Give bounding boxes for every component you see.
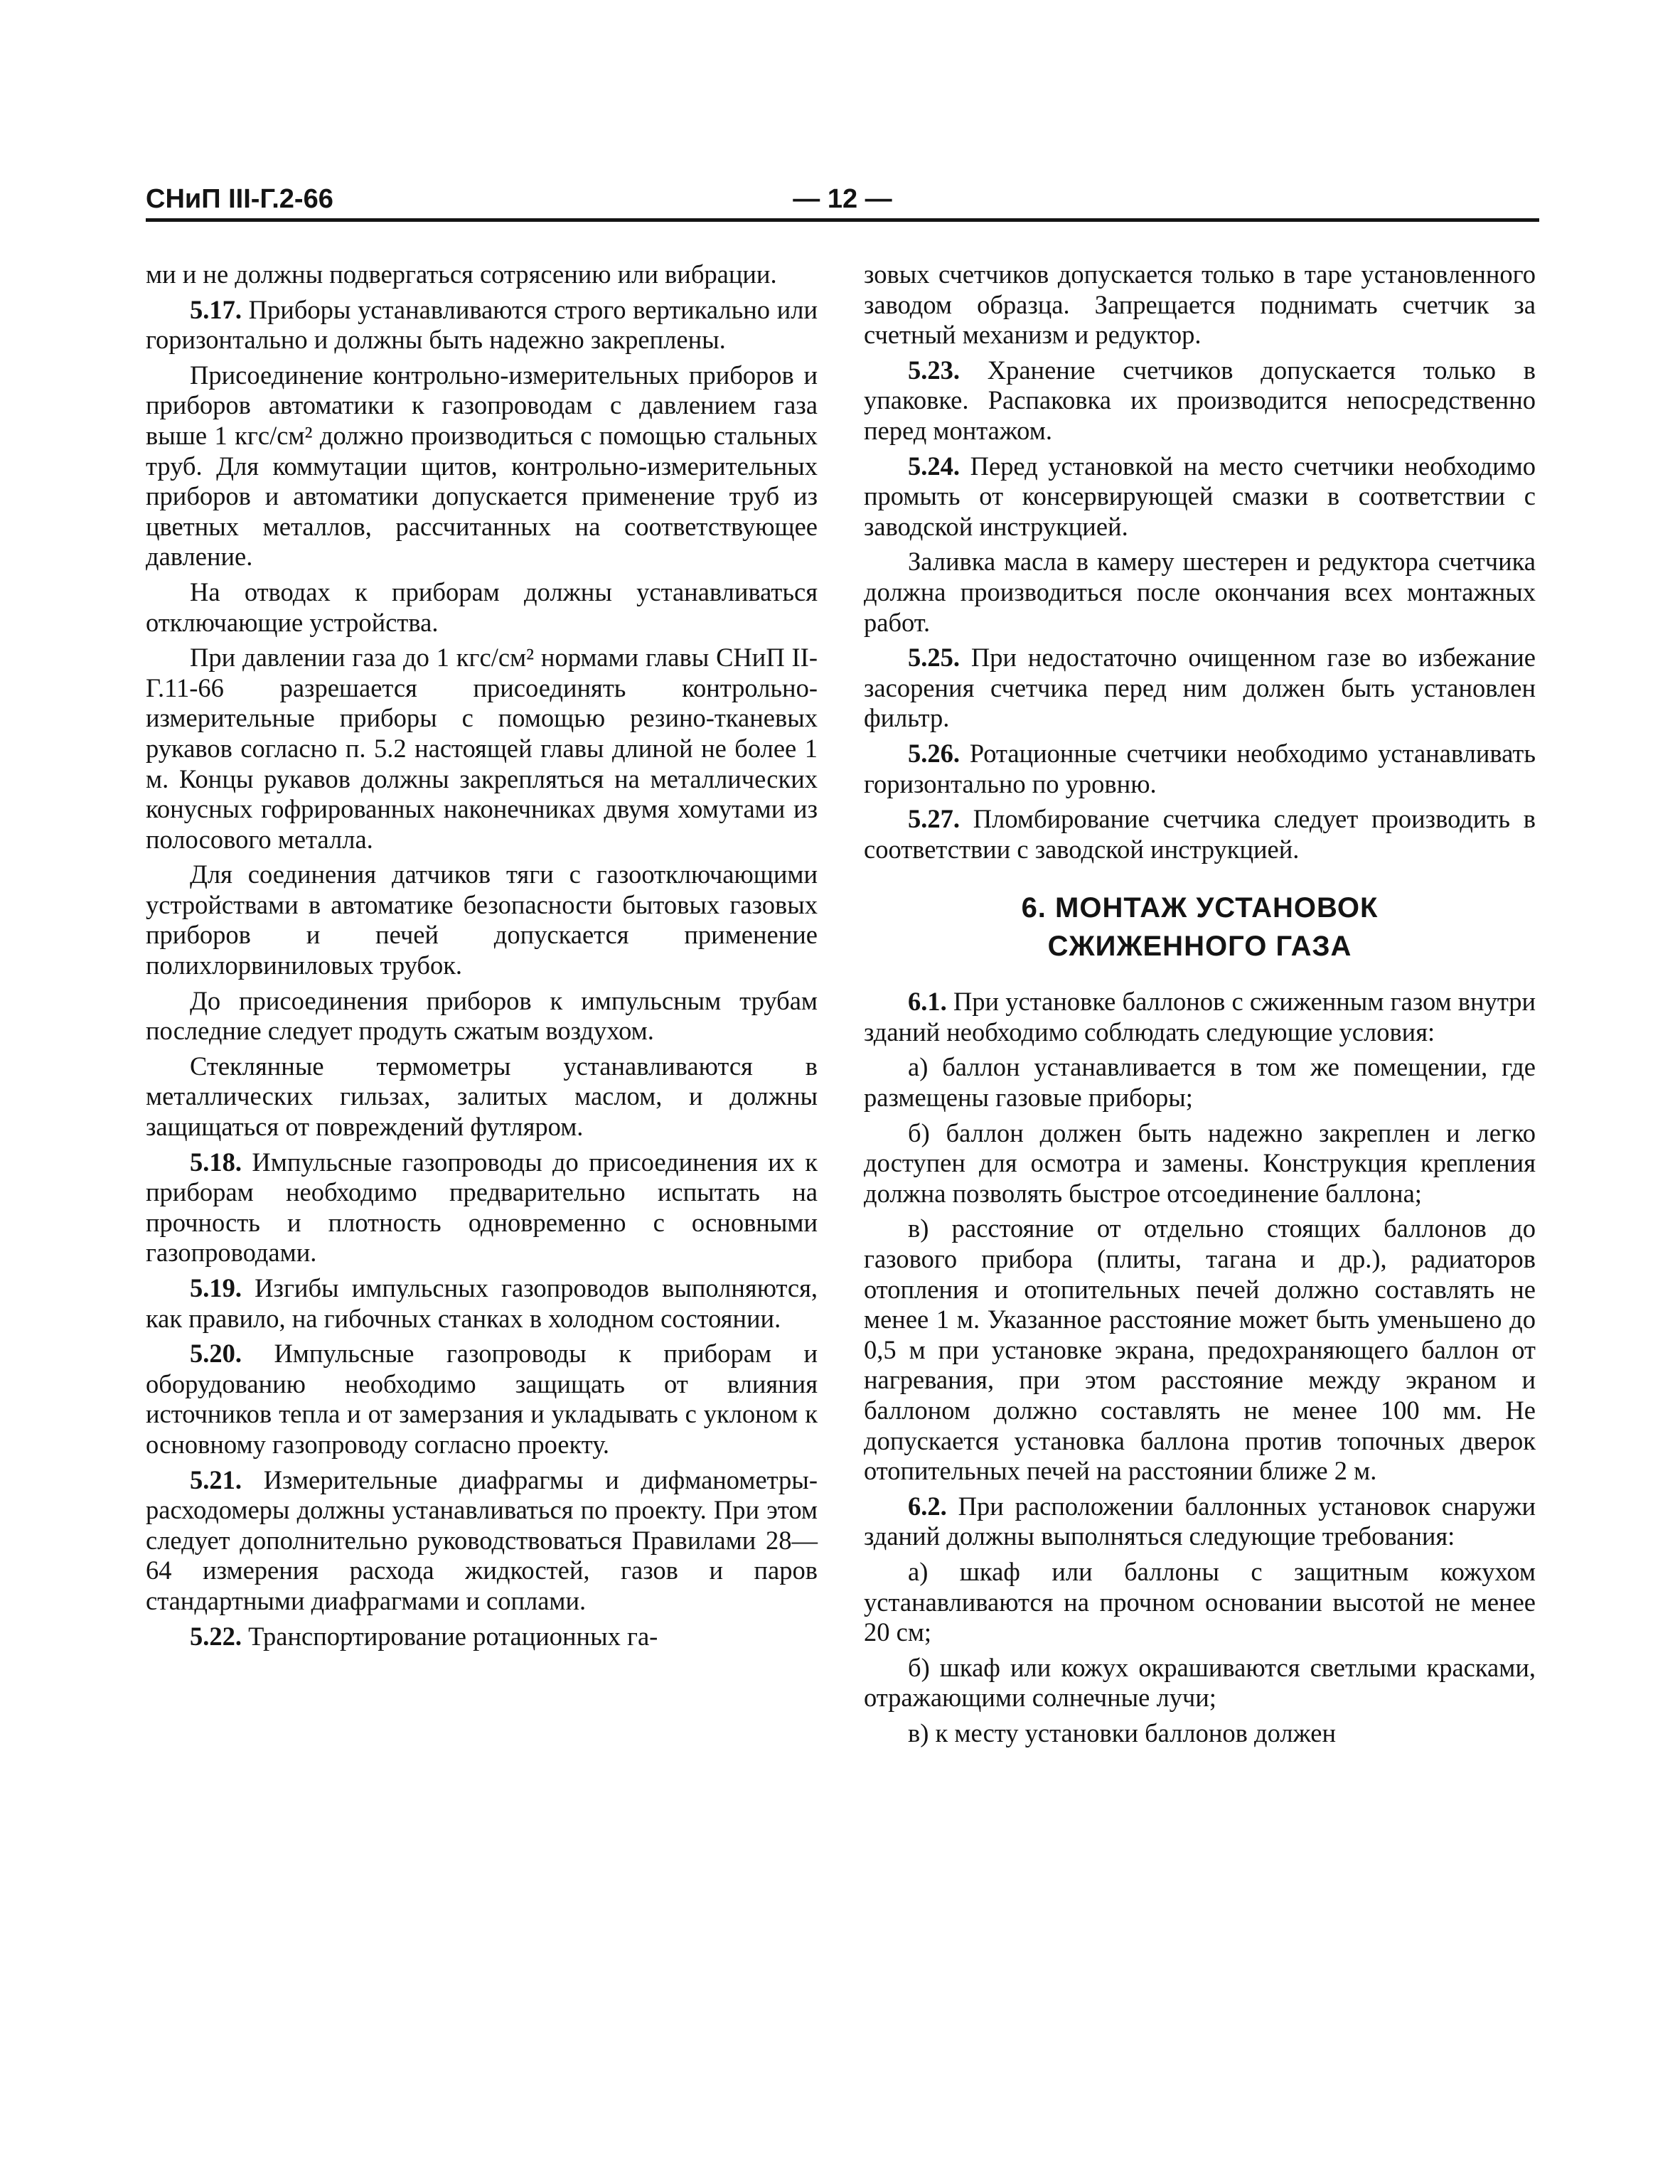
left-column (146, 259, 818, 1656)
clause-number: 5.26. (908, 738, 960, 768)
paragraph (146, 986, 818, 1046)
paragraph-text: ми и не должны подвергаться сотрясению или вибрации. (146, 259, 777, 289)
paragraph (864, 1557, 1536, 1648)
paragraph-text: Транспортирование ротационных га- (248, 1621, 658, 1651)
paragraph (864, 1214, 1536, 1486)
header-rule (146, 218, 1539, 222)
paragraph-text: б) баллон должен быть надежно закреплен и легко доступен для осмотра и замены. Конструкция крепления должна позволять быстрое отсоединение баллона; (864, 1118, 1536, 1208)
clause-paragraph (146, 1465, 818, 1617)
paragraph-text: Стеклянные термометры устанавливаются в металлических гильзах, залитых маслом, и должны защищаться от повреждений футляром. (146, 1051, 818, 1142)
paragraph (146, 860, 818, 980)
paragraph-text: Присоединение контрольно-измерительных приборов и приборов автоматики к газопроводам с давлением газа выше 1 кгс/см² должно производиться с помощью стальных труб. Для коммутации щитов, контрольно-измерительных приборов и автоматики допускается применение труб из цветных металлов, рассчитанных на соответствующее давление. (146, 360, 818, 572)
clause-number: 5.25. (908, 643, 960, 673)
clause-paragraph (864, 451, 1536, 542)
clause-number: 5.22. (190, 1621, 242, 1651)
paragraph-text: На отводах к приборам должны устанавливаться отключающие устройства. (146, 577, 818, 637)
section-heading-line-1: 6. МОНТАЖ УСТАНОВОК (1021, 892, 1379, 924)
paragraph (146, 643, 818, 855)
clause-number: 5.18. (190, 1147, 242, 1177)
paragraph-text: в) расстояние от отдельно стоящих баллонов до газового прибора (плиты, тагана и др.), радиаторов отопления и отопительных печей должно составлять не менее 1 м. Указанное расстояние может быть уменьшено до 0,5 м при установке экрана, предохраняющего баллон от нагревания, при этом расстояние между экраном и баллоном должно составлять не менее 100 мм. Не допускается установка баллона против топочных дверок отопительных печей на расстоянии ближе 2 м. (864, 1214, 1536, 1486)
paragraph-text: Для соединения датчиков тяги с газоотключающими устройствами в автоматике безопасности бытовых газовых приборов и печей допускается применение полихлорвиниловых трубок. (146, 860, 818, 980)
paragraph (864, 1653, 1536, 1713)
clause-number: 6.1. (908, 987, 947, 1017)
paragraph-text: При недостаточно очищенном газе во избежание засорения счетчика перед ним должен быть установлен фильтр. (864, 643, 1536, 733)
clause-number: 5.27. (908, 804, 960, 834)
right-column (864, 259, 1536, 1754)
document-code: СНиП III-Г.2-66 (146, 184, 333, 214)
paragraph-text: Приборы устанавливаются строго вертикально или горизонтально и должны быть надежно закреплены. (146, 294, 818, 355)
clause-number: 5.20. (190, 1339, 242, 1369)
paragraph-text: зовых счетчиков допускается только в таре установленного заводом образца. Запрещается поднимать счетчик за счетный механизм и редуктор. (864, 259, 1536, 350)
clause-paragraph (864, 1492, 1536, 1552)
clause-paragraph (146, 1147, 818, 1268)
clause-number: 5.24. (908, 451, 960, 481)
paragraph (146, 577, 818, 638)
paragraph-text: в) к месту установки баллонов должен (908, 1718, 1337, 1747)
paragraph-text: Изгибы импульсных газопроводов выполняются, как правило, на гибочных станках в холодном состоянии. (146, 1273, 818, 1333)
paragraph (864, 1718, 1536, 1749)
page-number: — 12 — (793, 184, 892, 214)
paragraph-text: Импульсные газопроводы до присоединения их к приборам необходимо предварительно испытать на прочность и плотность одновременно с основными газопроводами. (146, 1147, 818, 1268)
page-header (146, 181, 1539, 224)
paragraph (864, 259, 1536, 350)
paragraph-text: а) шкаф или баллоны с защитным кожухом устанавливаются на прочном основании высотой не менее 20 см; (864, 1556, 1536, 1647)
clause-paragraph (864, 987, 1536, 1047)
right-column-upper-text (864, 259, 1536, 864)
paragraph-text: Ротационные счетчики необходимо устанавливать горизонтально по уровню. (864, 738, 1536, 798)
clause-paragraph (864, 643, 1536, 734)
clause-paragraph (146, 1339, 818, 1460)
paragraph-text: Хранение счетчиков допускается только в упаковке. Распаковка их производится непосредственно перед монтажом. (864, 355, 1536, 445)
paragraph-text: а) баллон устанавливается в том же помещении, где размещены газовые приборы; (864, 1052, 1536, 1113)
paragraph (146, 259, 818, 290)
paragraph-text: Заливка масла в камеру шестерен и редуктора счетчика должна производиться после окончания всех монтажных работ. (864, 547, 1536, 637)
clause-number: 6.2. (908, 1491, 947, 1521)
clause-number: 5.21. (190, 1465, 242, 1494)
clause-number: 5.17. (190, 294, 242, 324)
paragraph-text: При установке баллонов с сжиженным газом внутри зданий необходимо соблюдать следующие условия: (864, 987, 1536, 1046)
paragraph-text: При давлении газа до 1 кгс/см² нормами главы СНиП II-Г.11-66 разрешается присоединять контрольно-измерительные приборы с помощью резино-тканевых рукавов согласно п. 5.2 настоящей главы длиной не более 1 м. Концы рукавов должны закрепляться на металлических конусных гофрированных наконечниках двумя хомутами из полосового металла. (146, 643, 818, 854)
clause-paragraph (146, 1273, 818, 1334)
paragraph-text: Импульсные газопроводы к приборам и оборудованию необходимо защищать от влияния источников тепла и от замерзания и укладывать с уклоном к основному газопроводу согласно проекту. (146, 1339, 818, 1459)
paragraph-text: До присоединения приборов к импульсным трубам последние следует продуть сжатым воздухом. (146, 985, 818, 1046)
clause-paragraph (864, 804, 1536, 864)
paragraph-text: б) шкаф или кожух окрашиваются светлыми красками, отражающими солнечные лучи; (864, 1652, 1536, 1713)
clause-number: 5.23. (908, 355, 960, 385)
clause-number: 5.19. (190, 1273, 242, 1302)
section-heading-line-2: СЖИЖЕННОГО ГАЗА (1047, 931, 1352, 963)
paragraph-text: Перед установкой на место счетчики необходимо промыть от консервирующей смазки в соответствии с заводской инструкцией. (864, 451, 1536, 541)
paragraph-text: При расположении баллонных установок снаружи зданий должны выполняться следующие требования: (864, 1491, 1536, 1551)
paragraph (864, 1052, 1536, 1113)
clause-paragraph (864, 355, 1536, 446)
paragraph (146, 1051, 818, 1142)
section-heading (864, 889, 1536, 965)
clause-paragraph (864, 739, 1536, 799)
paragraph-text: Пломбирование счетчика следует производить в соответствии с заводской инструкцией. (864, 804, 1536, 864)
right-column-lower-text (864, 987, 1536, 1748)
clause-paragraph (146, 1622, 818, 1652)
clause-paragraph (146, 295, 818, 355)
paragraph (864, 1118, 1536, 1209)
paragraph (864, 547, 1536, 638)
paragraph (146, 360, 818, 572)
paragraph-text: Измерительные диафрагмы и дифманометры-расходомеры должны устанавливаться по проекту. При этом следует дополнительно руководствоваться Правилами 28—64 измерения расхода жидкостей, газов и паров стандартными диафрагмами и соплами. (146, 1465, 818, 1615)
